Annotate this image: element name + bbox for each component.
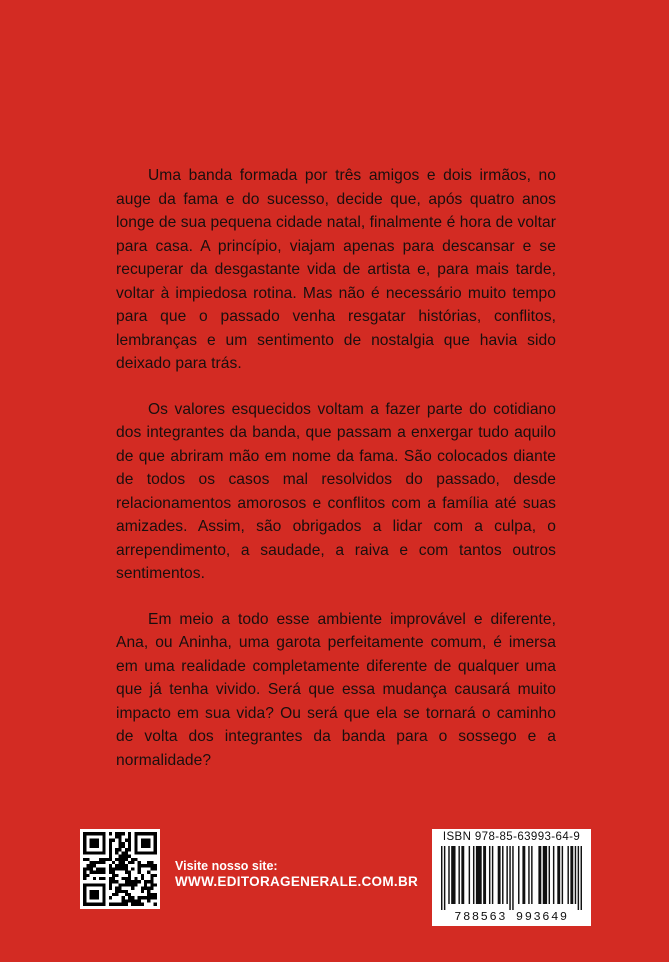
isbn-label: ISBN 978-85-63993-64-9	[442, 831, 581, 843]
synopsis-paragraph-1: Uma banda formada por três amigos e dois irmãos, no auge da fama e do sucesso, decide que, após quatro anos longe de sua pequena cidade natal, finalmente é hora de voltar para casa. A princípio, viajam apenas para descansar e se recuperar da desgastante vida de artista e, para mais tarde, voltar à impiedosa rotina. Mas não é necessário muito tempo para que o passado venha resgatar histórias, conflitos, lembranças e um sentimento de nostalgia que havia sido deixado para trás.	[116, 167, 556, 372]
visit-label: Visite nosso site:	[175, 859, 278, 873]
qr-code-icon	[80, 829, 160, 909]
barcode-digits: 788563 993649	[454, 910, 569, 924]
site-url: WWW.EDITORAGENERALE.COM.BR	[175, 874, 419, 889]
synopsis-paragraph-2: Os valores esquecidos voltam a fazer parte do cotidiano dos integrantes da banda, que passam a enxergar tudo aquilo de que abriram mão em nome da fama. São colocados diante de todos os casos mal resolvidos do passado, desde relacionamentos amorosos e conflitos com a família até suas amizades. Assim, são obrigados a lidar com a culpa, o arrependimento, a saudade, a raiva e com tantos outros sentimentos.	[116, 400, 556, 582]
synopsis	[116, 164, 556, 794]
website-info	[175, 859, 418, 889]
barcode-bars	[437, 846, 586, 910]
isbn-barcode	[432, 829, 591, 926]
synopsis-paragraph-3: Em meio a todo esse ambiente improvável e diferente, Ana, ou Aninha, uma garota perfeitamente comum, é imersa em uma realidade completamente diferente de qualquer uma que já tenha vivido. Será que essa mudança causará muito impacto em sua vida? Ou será que ela se tornará o caminho de volta dos integrantes da banda para o sossego e a normalidade?	[116, 610, 556, 769]
